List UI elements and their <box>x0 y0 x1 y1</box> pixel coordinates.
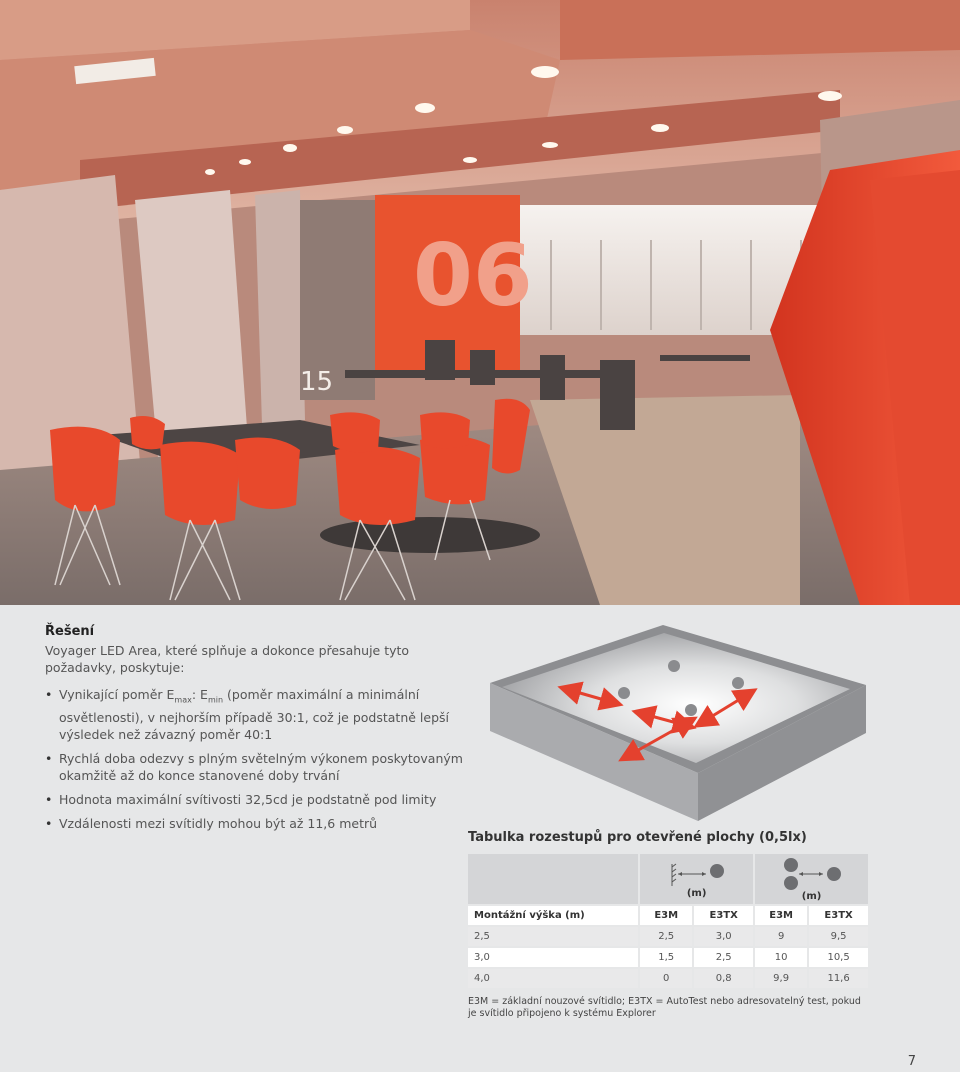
benefit-list <box>45 686 465 832</box>
luminaire-dot <box>685 704 697 716</box>
wall-to-luminaire-icon <box>662 860 732 888</box>
room-spacing-diagram <box>488 623 868 823</box>
table-row: 4,0 0 0,8 9,9 11,6 <box>468 969 868 988</box>
sign-06 <box>413 226 533 326</box>
content-section <box>0 605 960 1072</box>
table-row: 2,5 2,5 3,0 9 9,5 <box>468 927 868 946</box>
header-e3m-wall: E3M <box>640 906 692 925</box>
table-icon-row <box>468 854 868 904</box>
header-e3m-luminaire: E3M <box>755 906 807 925</box>
wall-to-luminaire-cell <box>640 854 753 904</box>
room-number-15: 15 <box>300 367 334 397</box>
table-footnote: E3M = základní nouzové svítidlo; E3TX = AutoTest nebo adresovatelný test, pokud je svítidlo připojeno k systému Explorer <box>468 996 861 1019</box>
header-mounting-height: Montážní výška (m) <box>468 906 638 925</box>
section-heading: Řešení <box>45 624 95 639</box>
bullet-intensity: • Hodnota maximální svítivosti 32,5cd je podstatně pod limity <box>45 791 465 808</box>
intro-paragraph: Voyager LED Area, které splňuje a dokonce přesahuje tyto požadavky, poskytuje: <box>45 643 410 675</box>
page-number: 7 <box>907 1054 916 1069</box>
unit-label-left: (m) <box>686 887 707 899</box>
spacing-table <box>466 852 870 990</box>
table-row: 3,0 1,5 2,5 10 10,5 <box>468 948 868 967</box>
luminaire-dot <box>668 660 680 672</box>
header-e3tx-wall: E3TX <box>694 906 753 925</box>
table-title: Tabulka rozestupů pro otevřené plochy (0,5lx) <box>468 830 807 845</box>
bullet-spacing: • Vzdálenosti mezi svítidly mohou být až 11,6 metrů <box>45 815 465 832</box>
unit-label-right: (m) <box>801 890 822 902</box>
bullet-ratio: • Vynikající poměr $E_{max}$: $E_{min}$ (poměr maximální a minimální osvětlenosti), v nejhorším případě 30:1, což je podstatně lepší výsledek než závazný poměr 40:1 <box>45 686 465 743</box>
table-header-row <box>468 906 868 925</box>
luminaire-dot <box>618 687 630 699</box>
spacing-table-section <box>468 830 870 1020</box>
luminaire-to-luminaire-icon <box>777 857 847 891</box>
svg-text:06: 06 <box>413 226 533 326</box>
luminaire-to-luminaire-cell <box>755 854 868 904</box>
solution-text <box>45 623 465 839</box>
header-e3tx-luminaire: E3TX <box>809 906 868 925</box>
luminaire-dot <box>732 677 744 689</box>
bullet-response-time: • Rychlá doba odezvy s plným světelným výkonem poskytovaným okamžitě až do konce stanovené doby trvání <box>45 750 465 784</box>
